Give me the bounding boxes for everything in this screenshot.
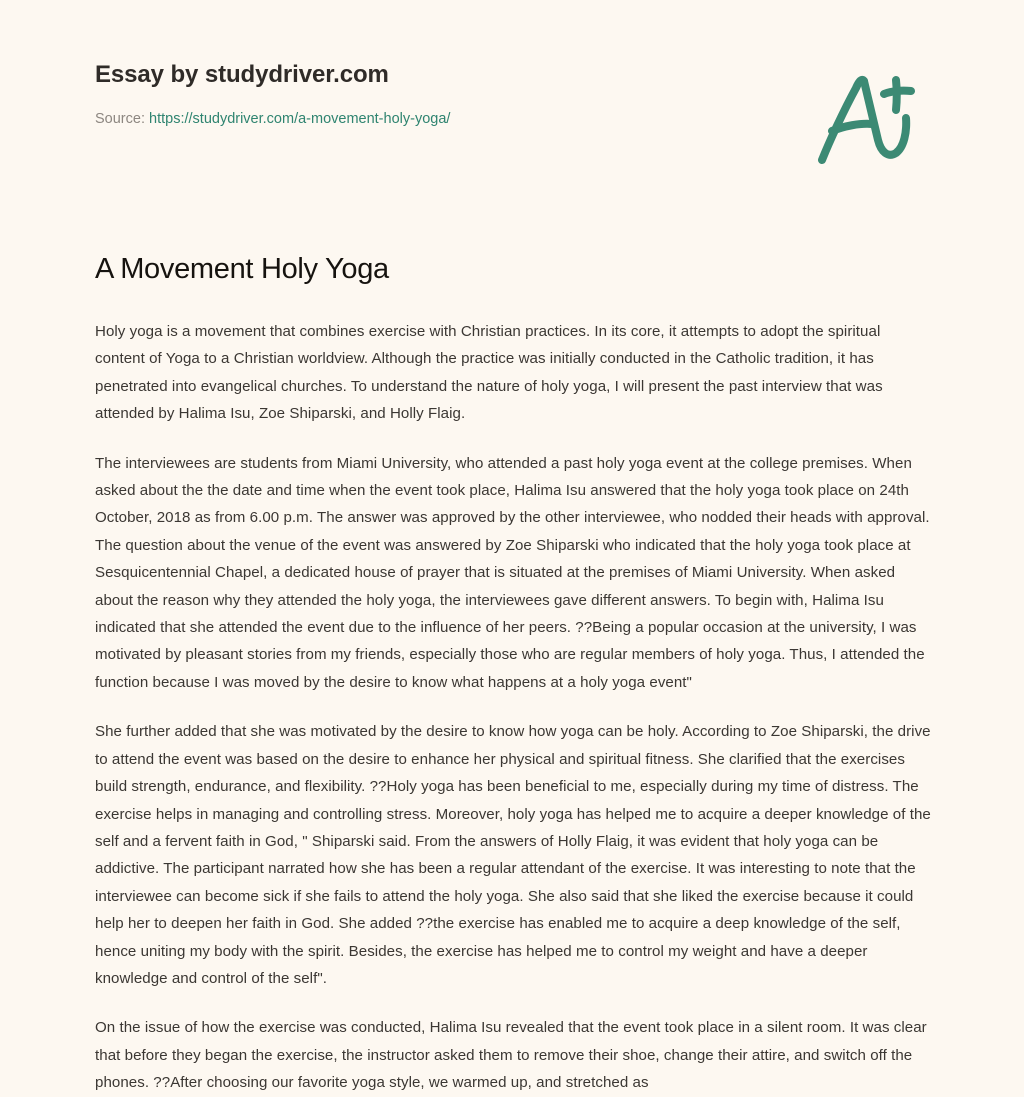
source-label: Source: bbox=[95, 111, 145, 127]
paragraph: Holy yoga is a movement that combines exercise with Christian practices. In its core, it attempts to adopt the spiritual content of Yoga to a Christian worldview. Although the practice was initially conducted in the Catholic tradition, it has penetrated into evangelical churches. To understand the nature of holy yoga, I will present the past interview that was attended by Halima Isu, Zoe Shiparski, and Holly Flaig. bbox=[95, 323, 883, 423]
paragraph: On the issue of how the exercise was conducted, Halima Isu revealed that the event took place in a silent room. It was clear that before they began the exercise, the instructor asked them to remove their shoe, change their attire, and switch off the phones. ??After choosing our favorite yoga style, we warmed up, and stretched as bbox=[95, 1019, 927, 1092]
article bbox=[95, 250, 931, 1097]
source-line bbox=[95, 90, 795, 128]
article-body bbox=[95, 318, 931, 1097]
paragraph: The interviewees are students from Miami University, who attended a past holy yoga event at the college premises. When asked about the the date and time when the event took place, Halima Isu answered that the holy yoga took place on 24th October, 2018 as from 6.00 p.m. The answer was approved by the other interviewee, who nodded their heads with approval. The question about the venue of the event was answered by Zoe Shiparski who indicated that the holy yoga took place at Sesquicentennial Chapel, a dedicated house of prayer that is situated at the premises of Miami University. When asked about the reason why they attended the holy yoga, the interviewees gave different answers. To begin with, Halima Isu indicated that she attended the event due to the influence of her peers. ??Being a popular occasion at the university, I was motivated by pleasant stories from my friends, especially those who are regular members of holy yoga. Thus, I attended the function because I was moved by the desire to know what happens at a holy yoga event" bbox=[95, 454, 930, 691]
a-plus-icon bbox=[812, 68, 922, 168]
page-title: A Movement Holy Yoga bbox=[95, 253, 389, 285]
document-header bbox=[0, 0, 1024, 190]
essay-attribution: Essay by studydriver.com bbox=[95, 61, 389, 88]
studydriver-a-plus-logo[interactable] bbox=[812, 68, 922, 168]
source-url-link[interactable]: https://studydriver.com/a-movement-holy-yoga/ bbox=[149, 111, 451, 127]
paragraph: She further added that she was motivated by the desire to know how yoga can be holy. According to Zoe Shiparski, the drive to attend the event was based on the desire to enhance her physical and spiritual fitness. She clarified that the exercises build strength, endurance, and flexibility. ??Holy yoga has been beneficial to me, especially during my time of distress. The exercise helps in managing and controlling stress. Moreover, holy yoga has helped me to acquire a deeper knowledge of the self and a fervent faith in God, " Shiparski said. From the answers of Holly Flaig, it was evident that holy yoga can be addictive. The participant narrated how she has been a regular attendant of the exercise. It was interesting to note that the interviewee can become sick if she fails to attend the holy yoga. She also said that she liked the exercise because it could help her to deepen her faith in God. She added ??the exercise has enabled me to acquire a deep knowledge of the self, hence uniting my body with the spirit. Besides, the exercise has helped me to control my weight and have a deeper knowledge and control of the self". bbox=[95, 723, 931, 987]
header-text-block bbox=[95, 60, 795, 128]
